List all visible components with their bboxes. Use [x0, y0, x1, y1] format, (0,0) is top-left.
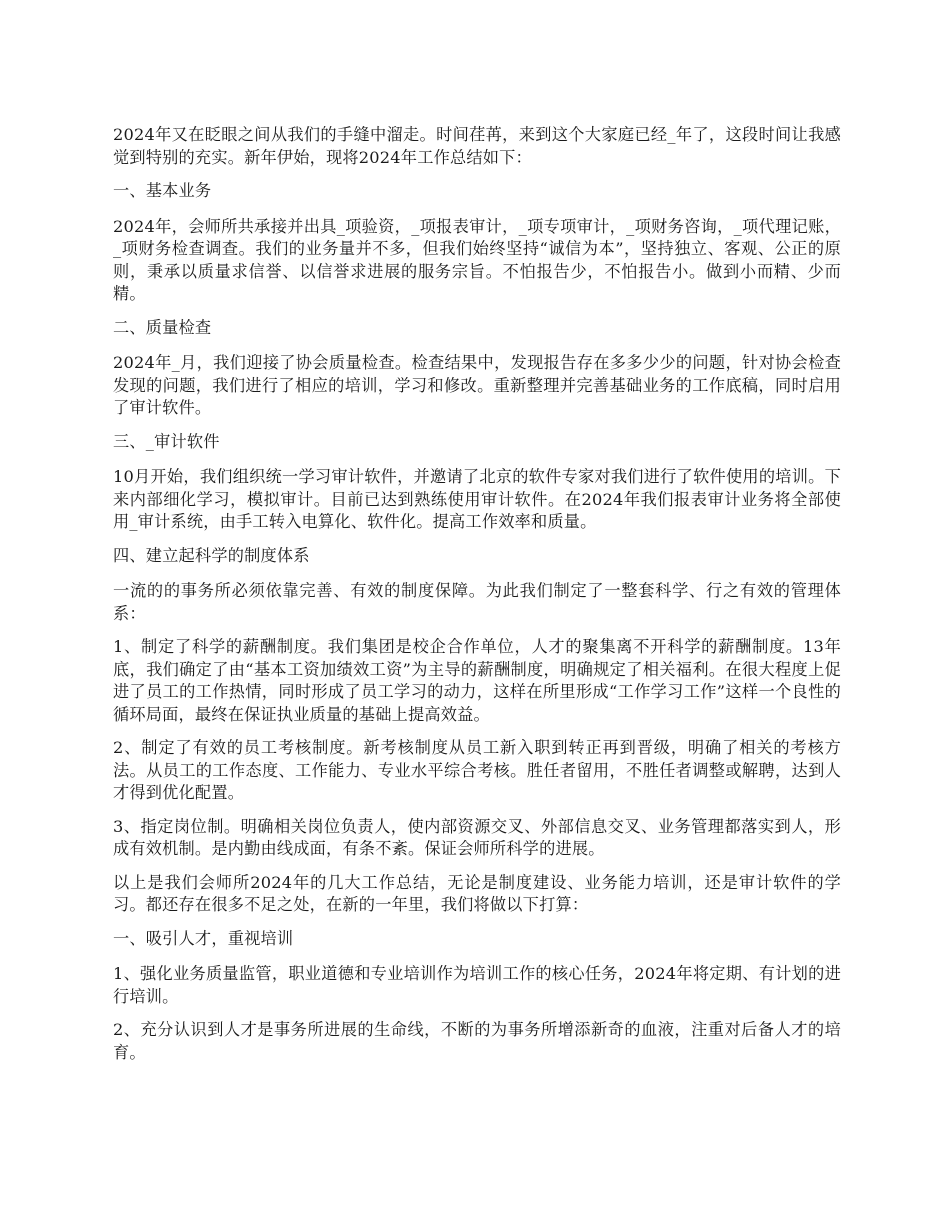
system-intro-paragraph: 一流的的事务所必须依靠完善、有效的制度保障。为此我们制定了一整套科学、行之有效的管理体系： — [113, 581, 841, 623]
document-body — [113, 124, 841, 1075]
assessment-system-paragraph: 2、制定了有效的员工考核制度。新考核制度从员工新入职到转正再到晋级，明确了相关的考核方法。从员工的工作态度、工作能力、专业水平综合考核。胜任者留用，不胜任者调整或解聘，达到人才得到优化配置。 — [113, 738, 841, 802]
salary-system-paragraph: 1、制定了科学的薪酬制度。我们集团是校企合作单位，人才的聚集离不开科学的薪酬制度。13年底，我们确定了由“基本工资加绩效工资”为主导的薪酬制度，明确规定了相关福利。在很大程度上促进了员工的工作热情，同时形成了员工学习的动力，这样在所里形成“工作学习工作”这样一个良性的循环局面，最终在保证执业质量的基础上提高效益。 — [113, 637, 841, 724]
post-system-paragraph: 3、指定岗位制。明确相关岗位负责人，使内部资源交叉、外部信息交叉、业务管理都落实到人，形成有效机制。是内勤由线成面，有条不紊。保证会师所科学的进展。 — [113, 816, 841, 858]
section-heading-basic-business: 一、基本业务 — [113, 181, 212, 200]
plan-item-2-paragraph: 2、充分认识到人才是事务所进展的生命线，不断的为事务所增添新奇的血液，注重对后备人才的培育。 — [113, 1020, 841, 1062]
summary-paragraph: 以上是我们会师所2024年的几大工作总结，无论是制度建设、业务能力培训，还是审计软件的学习。都还存在很多不足之处，在新的一年里，我们将做以下打算： — [113, 872, 841, 914]
basic-business-paragraph: 2024年，会师所共承接并出具_项验资，_项报表审计，_项专项审计，_项财务咨询，_项代理记账，_项财务检查调查。我们的业务量并不多，但我们始终坚持“诚信为本”，坚持独立、客观、公正的原则，秉承以质量求信誉、以信誉求进展的服务宗旨。不怕报告少，不怕报告小。做到小而精、少而精。 — [113, 216, 841, 303]
quality-check-paragraph: 2024年_月，我们迎接了协会质量检查。检查结果中，发现报告存在多多少少的问题，针对协会检查发现的问题，我们进行了相应的培训，学习和修改。重新整理并完善基础业务的工作底稿，同时启用了审计软件。 — [113, 353, 841, 417]
section-heading-talent: 一、吸引人才，重视培训 — [113, 928, 294, 948]
section-heading-system: 四、建立起科学的制度体系 — [113, 545, 310, 565]
section-heading-audit-software: 三、_审计软件 — [113, 431, 220, 451]
audit-software-paragraph: 10月开始，我们组织统一学习审计软件，并邀请了北京的软件专家对我们进行了软件使用的培训。下来内部细化学习，模拟审计。目前已达到熟练使用审计软件。在2024年我们报表审计业务将全部使用_审计系统，由手工转入电算化、软件化。提高工作效率和质量。 — [113, 467, 841, 531]
section-heading-quality-check: 二、质量检查 — [113, 317, 212, 337]
plan-item-1-paragraph: 1、强化业务质量监管，职业道德和专业培训作为培训工作的核心任务，2024年将定期、有计划的进行培训。 — [113, 964, 841, 1006]
intro-paragraph: 2024年又在眨眼之间从我们的手缝中溜走。时间荏苒，来到这个大家庭已经_年了，这段时间让我感觉到特别的充实。新年伊始，现将2024年工作总结如下： — [113, 125, 841, 167]
